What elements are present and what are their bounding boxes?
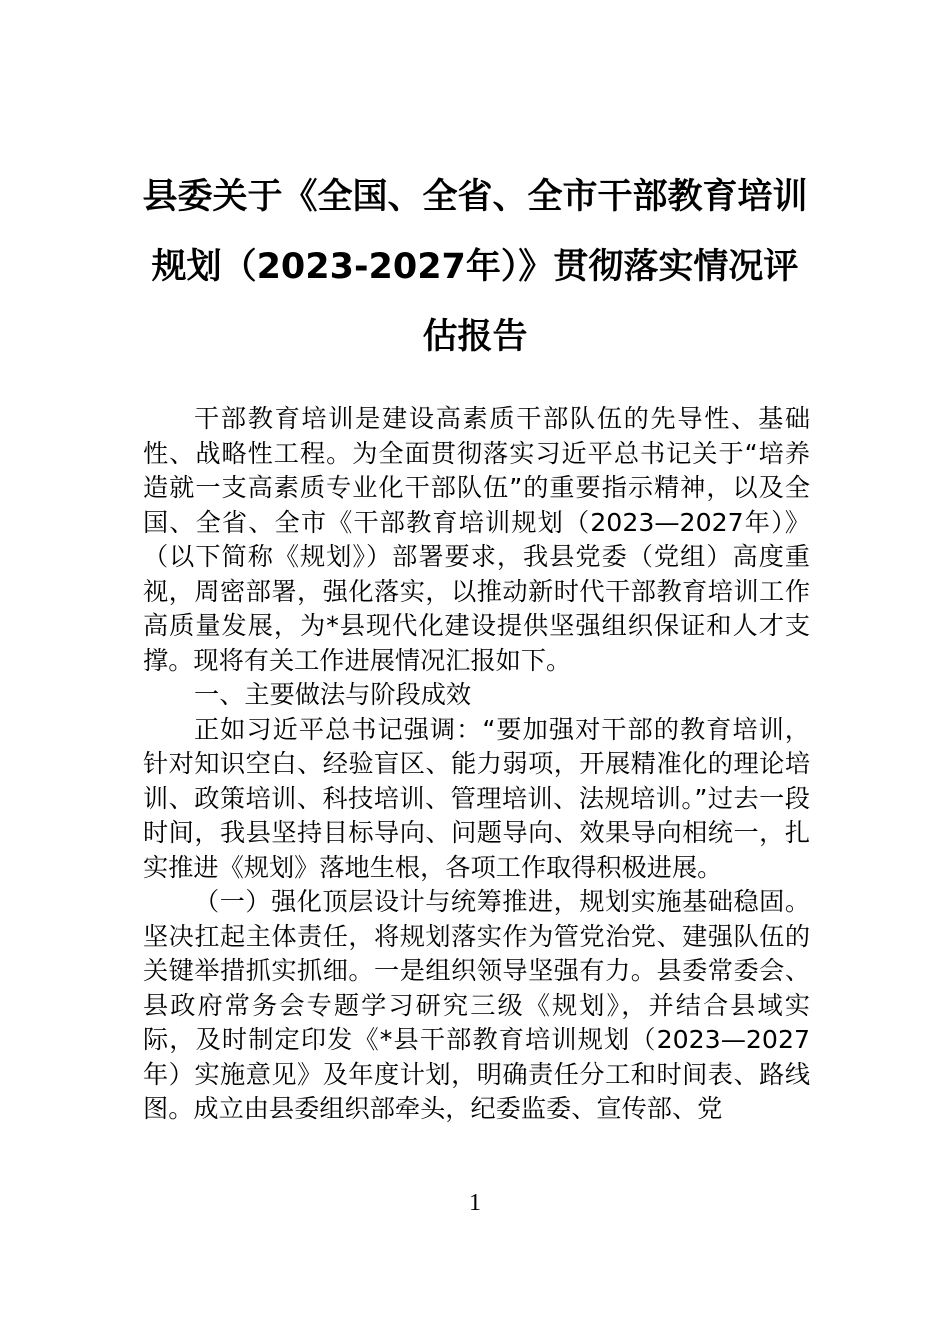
document-body xyxy=(143,402,810,1127)
intro-paragraph: 干部教育培训是建设高素质干部队伍的先导性、基础性、战略性工程。为全面贯彻落实习近平总书记关于“培养造就一支高素质专业化干部队伍”的重要指示精神，以及全国、全省、全市《干部教育培训规划（2023—2027年）》（以下简称《规划》）部署要求，我县党委（党组）高度重视，周密部署，强化落实，以推动新时代干部教育培训工作高质量发展，为*县现代化建设提供坚强组织保证和人才支撑。现将有关工作进展情况汇报如下。 xyxy=(143,404,810,675)
document-title: 县委关于《全国、全省、全市干部教育培训规划（2023-2027年）》贯彻落实情况评估报告 xyxy=(142,177,808,357)
body-paragraph: 正如习近平总书记强调：“要加强对干部的教育培训，针对知识空白、经验盲区、能力弱项，开展精准化的理论培训、政策培训、科技培训、管理培训、法规培训。”过去一段时间，我县坚持目标导向、问题导向、效果导向相统一，扎实推进《规划》落地生根，各项工作取得积极进展。 xyxy=(143,714,810,882)
section-heading: 一、主要做法与阶段成效 xyxy=(194,680,472,709)
page-number: 1 xyxy=(469,1190,481,1216)
subsection-paragraph: （一）强化顶层设计与统筹推进，规划实施基础稳固。坚决扛起主体责任，将规划落实作为管党治党、建强队伍的关键举措抓实抓细。一是组织领导坚强有力。县委常委会、县政府常务会专题学习研究三级《规划》，并结合县域实际，及时制定印发《*县干部教育培训规划（2023—2027年）实施意见》及年度计划，明确责任分工和时间表、路线图。成立由县委组织部牵头，纪委监委、宣传部、党 xyxy=(143,887,810,1123)
